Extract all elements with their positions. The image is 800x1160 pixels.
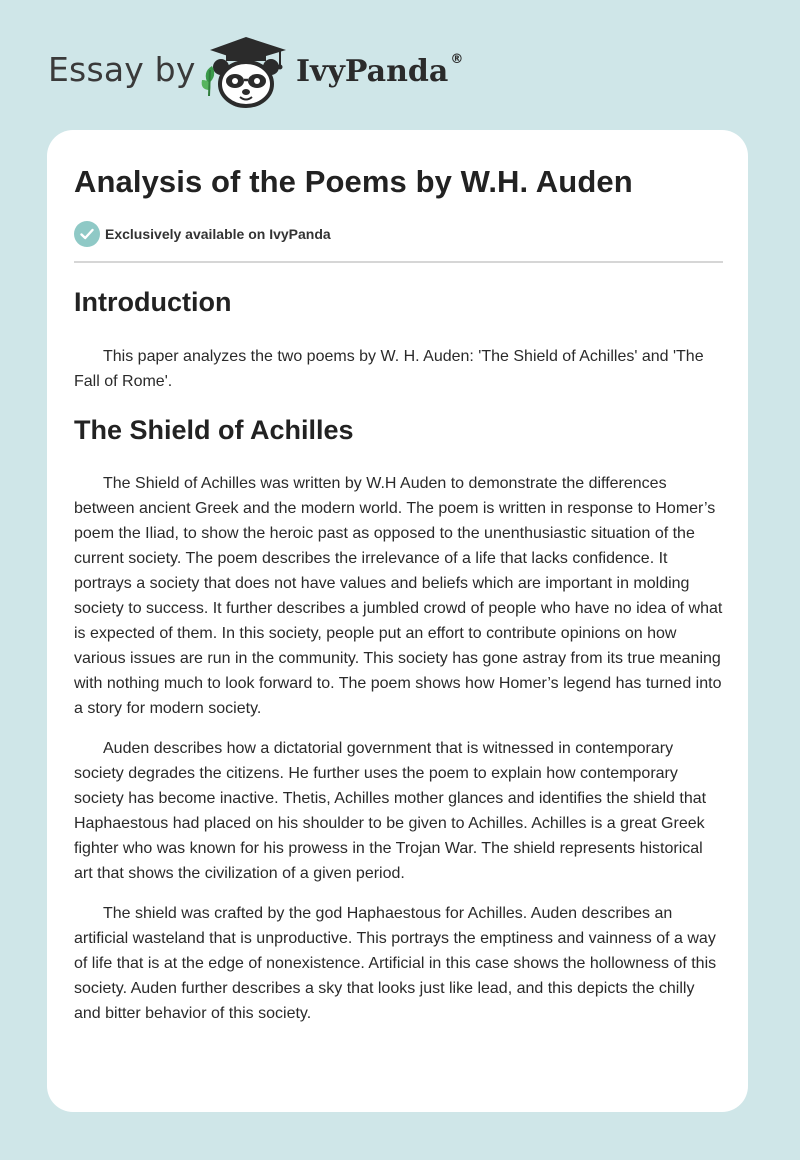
essay-by-label: Essay by <box>48 50 196 89</box>
exclusive-label: Exclusively available on IvyPanda <box>105 226 331 242</box>
essay-card <box>47 130 748 1112</box>
paragraph: The Shield of Achilles was written by W.H Auden to demonstrate the differences between ancient Greek and the modern world. The poem is written in response to Homer’s poem the Iliad, to show the heroic past as opposed to the unenthusiastic situation of the current society. The poem describes the irrelevance of a life that lacks confidence. It portrays a society that does not have values and beliefs which are important in molding society to success. It further describes a jumbled crowd of people who have no idea of what is expected of them. In this society, people put an effort to contribute opinions on how various issues are run in the community. This society has gone astray from its true meaning with nothing much to look forward to. The poem shows how Homer’s legend has turned into a story for modern society. <box>74 474 723 717</box>
brand-name-text: IvyPanda <box>296 54 449 89</box>
panda-graduate-icon[interactable] <box>200 34 292 110</box>
ivypanda-logo-text[interactable] <box>296 54 463 89</box>
paragraph: This paper analyzes the two poems by W. H. Auden: 'The Shield of Achilles' and 'The Fall of Rome'. <box>74 348 704 391</box>
check-icon <box>74 221 100 247</box>
essay-body <box>74 280 723 1026</box>
paragraph: Auden describes how a dictatorial government that is witnessed in contemporary society degrades the citizens. He further uses the poem to explain how contemporary society has become inactive. Thetis, Achilles mother glances and identifies the shield that Haphaestous had placed on his shoulder to be given to Achilles. Achilles is a great Greek fighter who was known for his prowess in the Trojan War. The shield represents historical art that shows the civilization of a given period. <box>74 739 707 882</box>
section-heading-introduction: Introduction <box>74 287 232 317</box>
page-title: Analysis of the Poems by W.H. Auden <box>74 164 633 199</box>
site-header <box>0 0 800 130</box>
title-divider <box>74 261 723 263</box>
exclusive-badge <box>74 221 331 247</box>
registered-mark: ® <box>450 52 464 67</box>
paragraph: The shield was crafted by the god Haphaestous for Achilles. Auden describes an artificial wasteland that is unproductive. This portrays the emptiness and vainness of a way of life that is at the edge of nonexistence. Artificial in this case shows the hollowness of this society. Auden further describes a sky that looks just like lead, and this depicts the chilly and bitter behavior of this society. <box>74 904 717 1022</box>
section-heading-shield-of-achilles: The Shield of Achilles <box>74 415 354 446</box>
